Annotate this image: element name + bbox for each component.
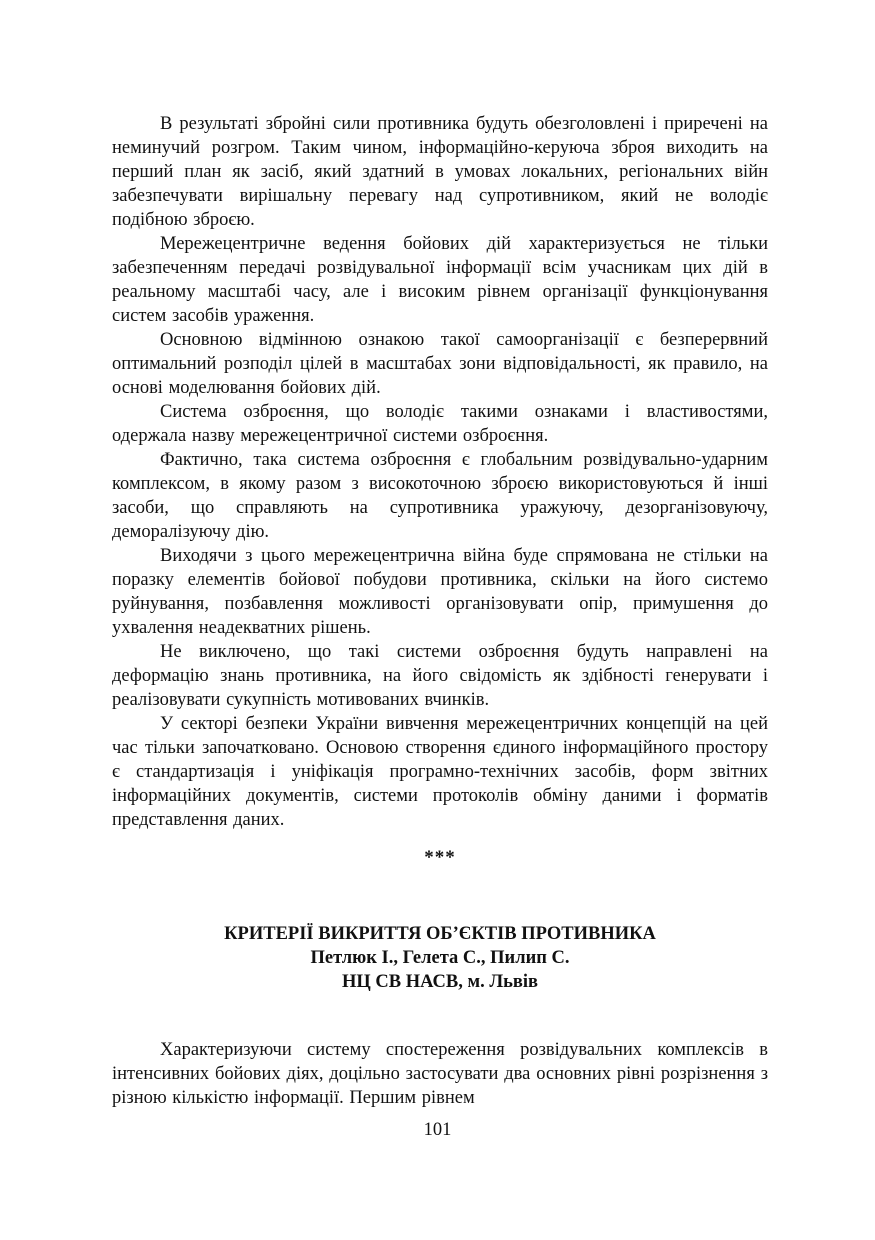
paragraph: Фактично, така система озброєння є глобальним розвідувально-ударним комплексом, в якому разом з високоточною зброєю використовуються й інші засоби, що справляють на супротивника уражуючу, дезорганізовуючу, деморалізуючу дію. [112,450,768,542]
page-number: 101 [423,1120,452,1140]
paragraph: Основною відмінною ознакою такої самоорганізації є безперервний оптимальний розподіл цілей в масштабах зони відповідальності, як правило, на основі моделювання бойових дій. [112,330,768,398]
paragraph: У секторі безпеки України вивчення мережецентричних концепцій на цей час тільки започатковано. Основою створення єдиного інформаційного простору є стандартизація і уніфікація програмно-технічних засобів, форм звітних інформаційних документів, системи протоколів обміну даними і форматів представлення даних. [112,714,768,830]
article-affiliation: НЦ СВ НАСВ, м. Львів [341,972,539,992]
paragraph: Виходячи з цього мережецентрична війна буде спрямована не стільки на поразку елементів бойової побудови противника, скільки на його системо руйнування, позбавлення можливості організовувати опір, примушення до ухвалення неадекватних рішень. [112,546,768,638]
article-title: КРИТЕРІЇ ВИКРИТТЯ ОБ’ЄКТІВ ПРОТИВНИКА [224,924,656,944]
article-authors: Петлюк І., Гелета С., Пилип С. [310,948,570,968]
paragraph: Характеризуючи систему спостереження розвідувальних комплексів в інтенсивних бойових діях, доцільно застосувати два основних рівні розрізнення з різною кількістю інформації. Першим рівнем [112,1040,768,1108]
paragraph: Не виключено, що такі системи озброєння будуть направлені на деформацію знань противника, на його свідомість як здібності генерувати і реалізовувати сукупність мотивованих вчинків. [112,642,768,710]
paragraph: В результаті збройні сили противника будуть обезголовлені і приречені на неминучий розгром. Таким чином, інформаційно-керуюча зброя виходить на перший план як засіб, який здатний в умовах локальних, регіональних війн забезпечувати вирішальну перевагу над супротивником, який не володіє подібною зброєю. [112,114,768,230]
article-body [112,1038,768,1110]
text-column [112,112,768,1110]
section-separator: *** [424,847,456,868]
paragraph: Система озброєння, що володіє такими ознаками і властивостями, одержала назву мережецентричної системи озброєння. [112,402,768,446]
article-header [112,922,768,994]
paragraph: Мережецентричне ведення бойових дій характеризується не тільки забезпеченням передачі розвідувальної інформації всім учасникам цих дій в реальному масштабі часу, але і високим рівнем організації функціонування систем засобів ураження. [112,234,768,326]
